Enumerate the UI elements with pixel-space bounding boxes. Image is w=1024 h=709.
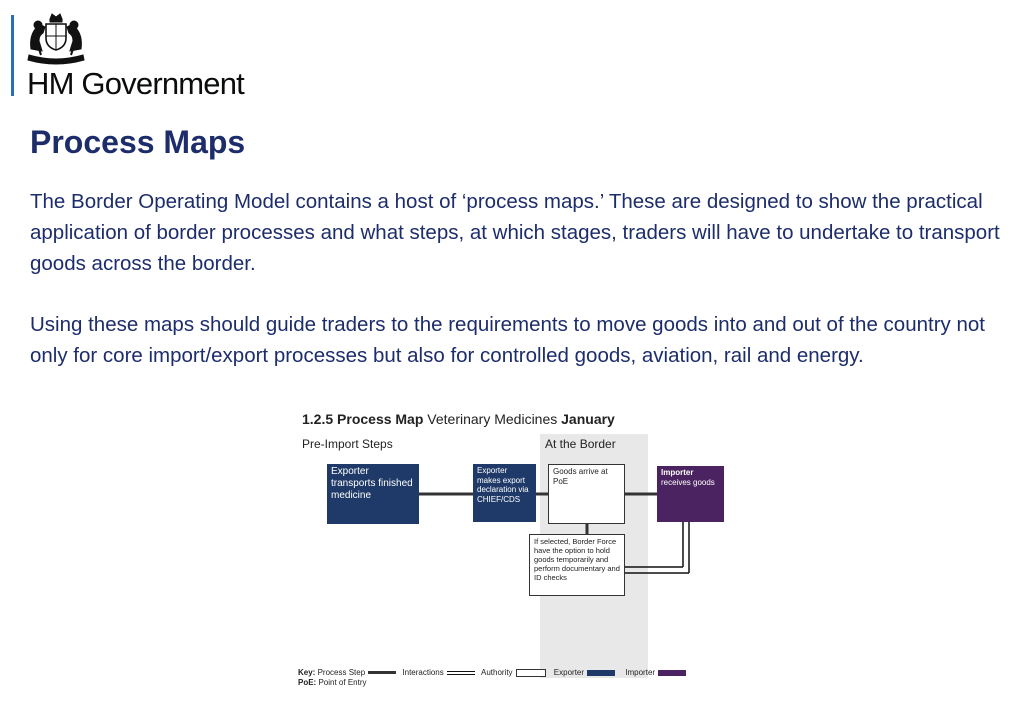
map-title-subject: Veterinary Medicines: [427, 411, 558, 427]
lane-at-border: At the Border: [545, 437, 616, 451]
intro-paragraph: The Border Operating Model contains a host of ‘process maps.’ These are designed to show the practical application of border processes and what steps, at which stages, traders will have to undertake to transport goods across the border.: [30, 190, 1000, 275]
key-poe: [298, 678, 690, 687]
map-title-number: 1.2.5 Process Map: [302, 411, 424, 427]
step-export-declaration: Exporter makes export declaration via CHIEF/CDS: [473, 464, 536, 522]
process-connectors: [298, 408, 738, 693]
page-title: Process Maps: [30, 124, 246, 160]
importer-title: Importer: [661, 468, 694, 477]
key-importer-item: [625, 668, 686, 677]
government-name: HM Government: [27, 66, 244, 101]
key-authority-item: [481, 668, 548, 677]
key-label-item: [298, 668, 396, 677]
royal-coat-of-arms-icon: [25, 11, 87, 67]
key-exporter-item: [554, 668, 619, 677]
key-authority-swatch: [516, 669, 546, 677]
key-authority: Authority: [480, 668, 513, 677]
key-interactions: Interactions: [402, 668, 444, 677]
process-map: [298, 408, 738, 693]
key-exporter: Exporter: [553, 668, 585, 677]
key-interactions-swatch: [447, 671, 475, 675]
key-label: Key:: [298, 668, 316, 677]
step-border-force-checks: If selected, Border Force have the option to hold goods temporarily and perform documentary and ID checks: [529, 534, 625, 596]
guidance-paragraph: Using these maps should guide traders to the requirements to move goods into and out of the country not only for core import/export processes but also for controlled goods, aviation, rail and energy.: [30, 313, 985, 367]
key-interactions-item: [402, 668, 474, 677]
step-goods-arrive: Goods arrive at PoE: [548, 464, 625, 524]
key-process-step-swatch: [368, 671, 396, 674]
key-importer-swatch: [658, 670, 686, 676]
key-poe-text: Point of Entry: [318, 678, 367, 687]
key-process-step: Process Step: [317, 668, 366, 677]
step-importer-receives: [657, 466, 724, 522]
map-title-month: January: [561, 411, 615, 427]
key-importer: Importer: [625, 668, 656, 677]
brand-bar: [11, 15, 14, 96]
process-map-key: [298, 668, 690, 687]
key-exporter-swatch: [587, 670, 615, 676]
importer-text: receives goods: [661, 477, 715, 487]
key-poe-label: PoE:: [298, 678, 317, 687]
lane-pre-import: Pre-Import Steps: [302, 437, 393, 451]
step-exporter-transports: Exporter transports finished medicine: [327, 464, 419, 524]
